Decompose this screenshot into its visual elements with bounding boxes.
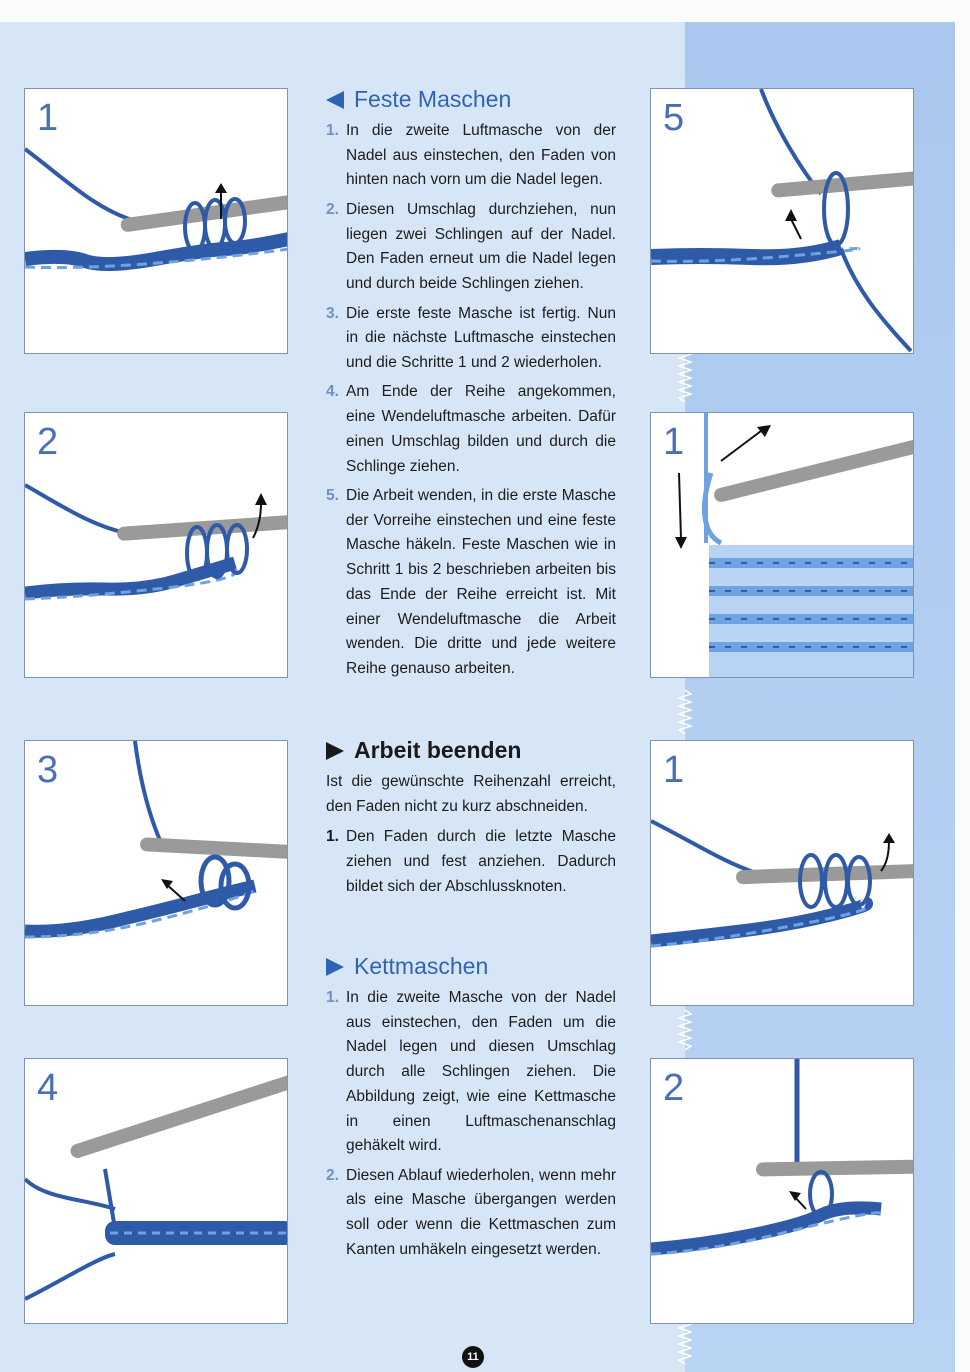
section-feste-maschen [326,86,616,686]
panel-number: 4 [37,1067,59,1109]
illustration-panel-kett-1 [650,740,914,1006]
page-number: 11 [462,1346,484,1368]
triangle-right-icon [326,742,344,760]
panel-number: 2 [663,1067,685,1109]
section-heading: Kettmaschen [326,953,616,980]
crochet-illustration [651,89,914,354]
list-item: 2. Diesen Umschlag durchziehen, nun liegen zwei Schlingen auf der Nadel. Den Faden erneut um die Nadel legen und durch beide Schlingen ziehen. [326,200,616,293]
list-item: 4. Am Ende der Reihe angekommen, eine Wendeluftmasche arbeiten. Dafür einen Umschlag bilden und durch die Schlinge ziehen. [326,383,616,475]
triangle-right-icon [326,958,344,976]
illustration-panel-1 [24,88,288,354]
crochet-illustration [25,89,288,354]
crochet-illustration [25,413,288,678]
section-kettmaschen [326,953,616,1267]
step-list [326,986,616,1263]
crochet-illustration [651,413,914,678]
list-item: 1. Den Faden durch die letzte Masche ziehen und fest anziehen. Dadurch bildet sich der Abschlussknoten. [326,828,616,895]
panel-number: 3 [37,749,59,791]
crochet-illustration [25,741,288,1006]
illustration-panel-3 [24,740,288,1006]
panel-number: 1 [663,749,685,791]
illustration-panel-kett-2 [650,1058,914,1324]
illustration-panel-2 [24,412,288,678]
illustration-panel-turn [650,412,914,678]
list-item: 1. In die zweite Masche von der Nadel aus einstechen, den Faden um die Nadel legen und diesen Umschlag durch alle Schlingen ziehen. Die Abbildung zeigt, wie eine Kettmasche in einen Luftmaschenanschlag gehäkelt wird. [326,989,616,1155]
step-list [326,119,616,682]
panel-number: 1 [37,97,59,139]
crochet-illustration [651,741,914,1006]
panel-number: 2 [37,421,59,463]
illustration-panel-5 [650,88,914,354]
panel-number: 1 [663,421,685,463]
section-intro: Ist die gewünschte Reihenzahl erreicht, den Faden nicht zu kurz abschneiden. [326,773,616,815]
section-heading: Arbeit beenden [326,737,616,764]
crochet-illustration [25,1059,288,1324]
crochet-illustration [651,1059,914,1324]
section-arbeit-beenden [326,737,616,904]
list-item: 1. In die zweite Luftmasche von der Nadel aus einstechen, den Faden von hinten nach vorn um die Nadel legen. [326,122,616,189]
list-item: 2. Diesen Ablauf wiederholen, wenn mehr als eine Masche übergangen werden soll oder wenn die Kettmaschen zum Kanten umhäkeln eingesetzt werden. [326,1166,616,1258]
list-item: 3. Die erste feste Masche ist fertig. Nun in die nächste Luftmasche einstechen und die Schritte 1 und 2 wiederholen. [326,304,616,371]
triangle-left-icon [326,91,344,109]
step-list [326,825,616,899]
section-heading: Feste Maschen [326,86,616,113]
panel-number: 5 [663,97,685,139]
list-item: 5. Die Arbeit wenden, in die erste Masche der Vorreihe einstechen und eine feste Masche häkeln. Feste Maschen wie in Schritt 1 bis 2 beschrieben arbeiten bis das Ende der Reihe erreicht ist. Mit einer Wendeluftmasche die Arbeit wenden. Die dritte und jede weitere Reihe genauso arbeiten. [326,487,616,677]
illustration-panel-4 [24,1058,288,1324]
